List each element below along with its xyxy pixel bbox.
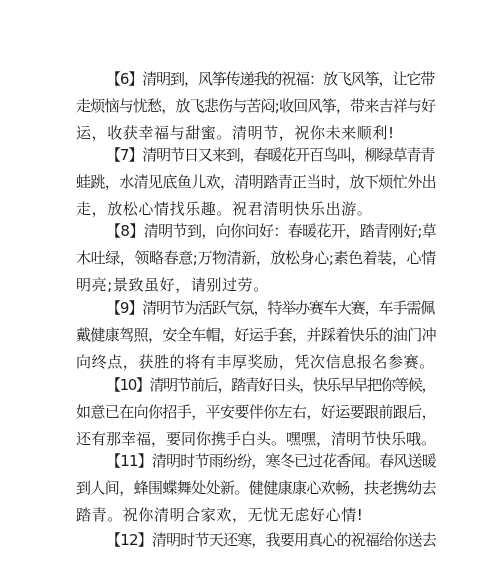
paragraph-line: 走，放松心情找乐趣。祝君清明快乐出游。: [76, 200, 373, 218]
paragraph-line: 踏青。祝你清明合家欢，无忧无虑好心情!: [76, 506, 364, 524]
paragraph-line: 【6】清明到，风筝传递我的祝福：放飞风筝，让它带: [106, 70, 435, 88]
paragraph-line: 木吐绿，领略春意;万物清新，放松身心;素色着装，心情: [76, 249, 436, 267]
paragraph-line: 走烦恼与忧愁，放飞悲伤与苦闷;收回风筝，带来吉祥与好: [76, 97, 436, 115]
paragraph-line: 还有那幸福，要同你携手白头。嘿嘿，清明节快乐哦。: [76, 430, 437, 448]
paragraph-line: 明亮;景致虽好，请别过劳。: [76, 276, 269, 294]
paragraph-line: 如意已在向你招手，平安要伴你左右，好运要跟前跟后，: [76, 403, 437, 421]
paragraph-10: [76, 372, 436, 453]
paragraph-6: [76, 66, 436, 147]
paragraph-line: 到人间，蜂围蝶舞处处新。健健康康心欢畅，扶老携幼去: [76, 479, 437, 497]
paragraph-11: [76, 448, 436, 529]
paragraph-line: 【7】清明节日又来到，春暖花开百鸟叫，柳绿草青青: [106, 146, 435, 164]
paragraph-9: [76, 295, 436, 376]
paragraph-line: 【10】清明节前后，踏青好日头，快乐早早把你等候，: [106, 376, 436, 394]
paragraph-7: [76, 142, 436, 223]
paragraph-line: 【8】清明节到，向你问好：春暖花开，踏青刚好;草: [106, 222, 437, 240]
paragraph-line: 【9】清明节为活跃气氛，特举办赛车大赛，车手需佩: [106, 299, 435, 317]
paragraph-line: 【12】清明时节天还寒，我要用真心的祝福给你送去: [106, 531, 436, 549]
paragraph-line: 【11】清明时节雨纷纷，寒冬已过花香闻。春风送暖: [106, 452, 436, 470]
paragraph-12: [76, 527, 436, 554]
paragraph-line: 戴健康驾照，安全车帽，好运手套，并踩着快乐的油门冲: [76, 326, 437, 344]
paragraph-8: [76, 218, 436, 299]
paragraph-line: 蛙跳，水清见底鱼儿欢，清明踏青正当时，放下烦忙外出: [76, 173, 437, 191]
paragraph-line: 运，收获幸福与甜蜜。清明节，祝你未来顺利!: [76, 124, 395, 142]
paragraph-line: 向终点，获胜的将有丰厚奖励，凭次信息报名参赛。: [76, 353, 435, 371]
